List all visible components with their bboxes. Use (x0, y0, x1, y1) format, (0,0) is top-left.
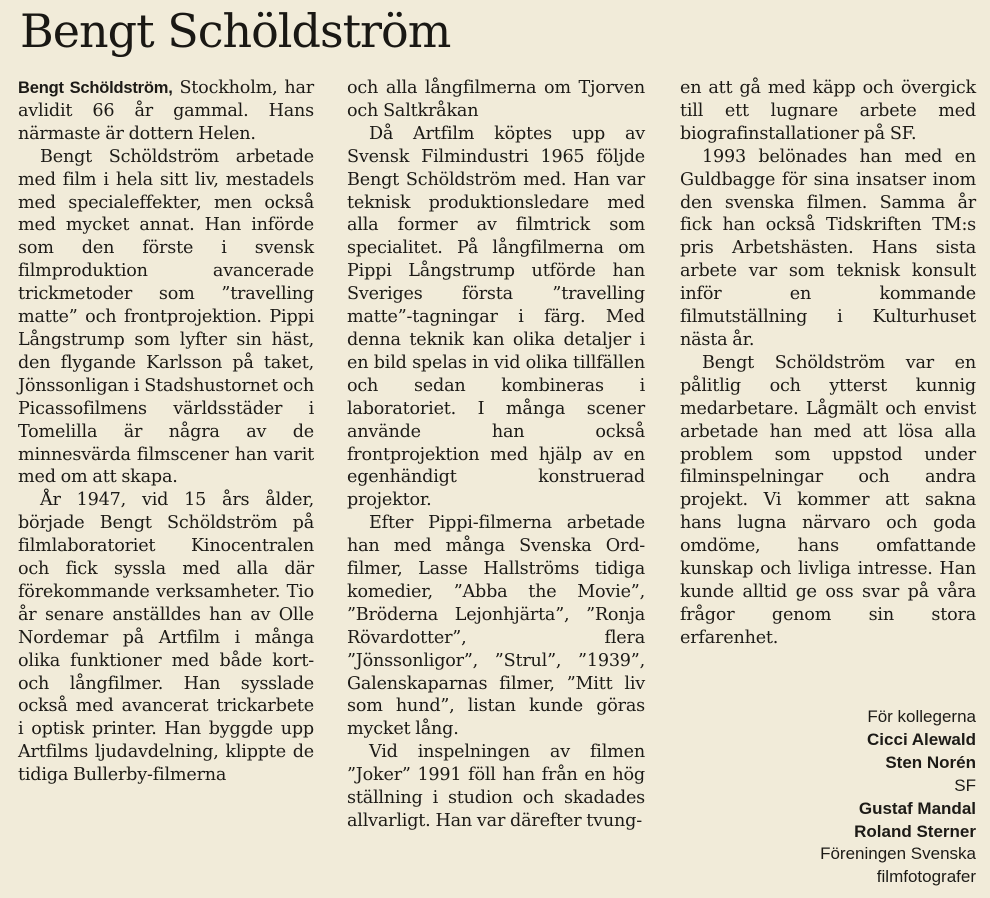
signature-intro: För kollegerna (867, 707, 976, 726)
headline: Bengt Schöldström (20, 4, 451, 58)
paragraph: Bengt Schöldström var en pålitlig och ytterst kunnig medarbetare. Lågmält och envist arbetade han med att lösa alla problem som uppstod under filminspelningar och andra projekt. Vi kommer att sakna hans lugna närvaro och goda omdöme, hans omfattande kunskap och livliga intresse. Han kunde alltid ge oss svar på våra frågor genom sin stora erfarenhet. (680, 352, 976, 648)
signature-name: Cicci Alewald (867, 729, 976, 749)
lead-name: Bengt Schöldström, (18, 79, 173, 97)
paragraph: Efter Pippi-filmerna arbetade han med många Svenska Ord-filmer, Lasse Hallströms tidiga komedier, ”Abba the Movie”, ”Bröderna Lejonhjärta”, ”Ronja Rövardotter”, flera ”Jönssonligor”, ”Strul”, ”1939”, Galenskaparnas filmer, ”Mitt liv som hund”, listan kunde göras mycket lång. (347, 513, 645, 740)
paragraph: År 1947, vid 15 års ålder, började Bengt Schöldström på filmlaboratoriet Kinocentralen och fick syssla med alla där förekommande verksamheter. Tio år senare anställdes han av Olle Nordemar på Artfilm i många olika funktioner med både kort- och långfilmer. Han sysslade också med avancerat trickarbete i optisk printer. Han byggde upp Artfilms ljudavdelning, klippte de tidiga Bullerby-filmerna (18, 490, 314, 786)
paragraph: och alla långfilmerna om Tjorven och Saltkråkan (347, 78, 645, 121)
signature-org: SF (954, 775, 976, 795)
signature-name: Roland Sterner (854, 821, 976, 841)
signature-org: Föreningen Svenska (820, 844, 976, 864)
paragraph: Då Artfilm köptes upp av Svensk Filmindustri 1965 följde Bengt Schöldström med. Han var teknisk produktionsledare med alla former av filmtrick som specialitet. På långfilmerna om Pippi Långstrump utförde han Sveriges första ”travelling matte”-tagningar i färg. Med denna teknik kan olika detaljer i en bild spelas in vid olika tillfällen och sedan kombineras i laboratoriet. I många scener använde han också frontprojektion med hjälp av en egenhändigt konstruerad projektor. (347, 123, 645, 511)
signature-org: filmfotografer (876, 867, 976, 887)
signature-name: Sten Norén (885, 752, 976, 772)
signature-name: Gustaf Mandal (858, 798, 976, 818)
paragraph: Bengt Schöldström arbetade med film i hela sitt liv, mestadels med specialeffekter, men också med mycket annat. Han införde som den förste i svensk filmproduktion avancerade trickmetoder som ”travelling matte” och frontprojektion. Pippi Långstrump som lyfter sin häst, den flygande Karlsson på taket, Jönssonligan i Stadshustornet och Picassofilmens världsstäder i Tomelilla är några av de minnesvärda filmscener han varit med om att skapa. (18, 146, 314, 488)
paragraph: 1993 belönades han med en Guldbagge för sina insatser inom den svenska filmen. Samma år fick han också Tidskriften TM:s pris Arbetshästen. Hans sista arbete var som teknisk konsult inför en kommande filmutställning i Kulturhuset nästa år. (680, 146, 976, 350)
paragraph: Vid inspelningen av filmen ”Joker” 1991 föll han från en hög ställning i studion och skadades allvarligt. Han var därefter tvung- (347, 742, 645, 831)
signature-block (820, 706, 976, 889)
text-column-2 (347, 77, 645, 833)
text-column-3 (680, 77, 976, 650)
paragraph-text: Stockholm, har avlidit 66 år gammal. Hans närmaste är dottern Helen. (18, 78, 314, 144)
paragraph: en att gå med käpp och övergick till ett lugnare arbete med biografinstallationer på SF. (680, 78, 976, 144)
paragraph (18, 77, 314, 146)
text-column-1 (18, 77, 314, 787)
